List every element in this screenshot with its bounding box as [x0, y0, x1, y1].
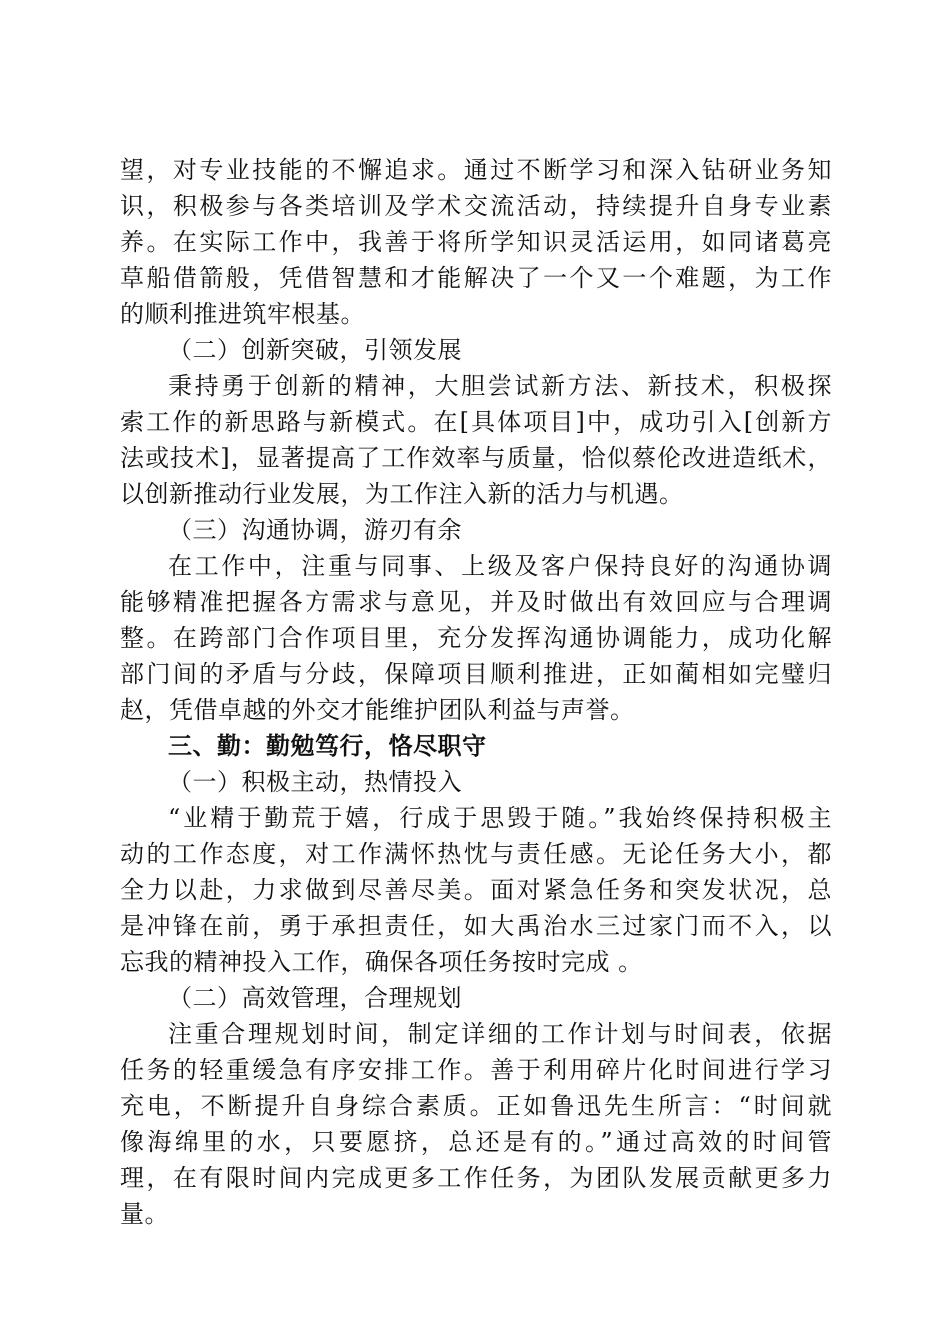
paragraph-line: 以创新推动行业发展，为工作注入新的活力与机遇。 [120, 480, 684, 508]
paragraph-line: 养。在实际工作中，我善于将所学知识灵活运用，如同诸葛亮 [120, 228, 832, 256]
paragraph-line: 索工作的新思路与新模式。在[具体项目]中，成功引入[创新方 [120, 408, 832, 436]
document-page [120, 152, 832, 1232]
paragraph-line: 法或技术]，显著提高了工作效率与质量，恰似蔡伦改进造纸术， [120, 444, 832, 472]
paragraph-line: 忘我的精神投入工作，确保各项任务按时完成 。 [120, 948, 643, 976]
paragraph-line: 像海绵里的水，只要愿挤，总还是有的。”通过高效的时间管 [120, 1128, 832, 1156]
paragraph-line: 全力以赴，力求做到尽善尽美。面对紧急任务和突发状况，总 [120, 876, 832, 904]
paragraph-line: 理，在有限时间内完成更多工作任务，为团队发展贡献更多力 [120, 1164, 832, 1192]
paragraph-line: “业精于勤荒于嬉，行成于思毁于随。”我始终保持积极主 [168, 804, 832, 832]
section-subheading: （三）沟通协调，游刃有余 [168, 516, 462, 544]
section-subheading: （二）高效管理，合理规划 [168, 984, 462, 1012]
paragraph-line: 是冲锋在前，勇于承担责任，如大禹治水三过家门而不入，以 [120, 912, 832, 940]
paragraph-line: 动的工作态度，对工作满怀热忱与责任感。无论任务大小，都 [120, 840, 832, 868]
paragraph-line: 任务的轻重缓急有序安排工作。善于利用碎片化时间进行学习 [120, 1056, 832, 1084]
section-heading: 三、勤：勤勉笃行，恪尽职守 [168, 732, 487, 760]
paragraph-line: 量。 [120, 1200, 169, 1228]
paragraph-line: 整。在跨部门合作项目里，充分发挥沟通协调能力，成功化解 [120, 624, 832, 652]
paragraph-line: 能够精准把握各方需求与意见，并及时做出有效回应与合理调 [120, 588, 832, 616]
section-subheading: （二）创新突破，引领发展 [168, 336, 462, 364]
section-subheading: （一）积极主动，热情投入 [168, 768, 462, 796]
paragraph-line: 秉持勇于创新的精神，大胆尝试新方法、新技术，积极探 [168, 372, 832, 400]
paragraph-line: 注重合理规划时间，制定详细的工作计划与时间表，依据 [168, 1020, 832, 1048]
paragraph-line: 部门间的矛盾与分歧，保障项目顺利推进，正如蔺相如完璧归 [120, 660, 832, 688]
paragraph-line: 识，积极参与各类培训及学术交流活动，持续提升自身专业素 [120, 192, 832, 220]
paragraph-line: 的顺利推进筑牢根基。 [120, 300, 365, 328]
paragraph-line: 草船借箭般，凭借智慧和才能解决了一个又一个难题，为工作 [120, 264, 832, 292]
paragraph-line: 充电，不断提升自身综合素质。正如鲁迅先生所言：“时间就 [120, 1092, 832, 1120]
paragraph-line: 望，对专业技能的不懈追求。通过不断学习和深入钻研业务知 [120, 156, 832, 184]
paragraph-line: 在工作中，注重与同事、上级及客户保持良好的沟通协调 [168, 552, 832, 580]
paragraph-line: 赵，凭借卓越的外交才能维护团队利益与声誉。 [120, 696, 635, 724]
